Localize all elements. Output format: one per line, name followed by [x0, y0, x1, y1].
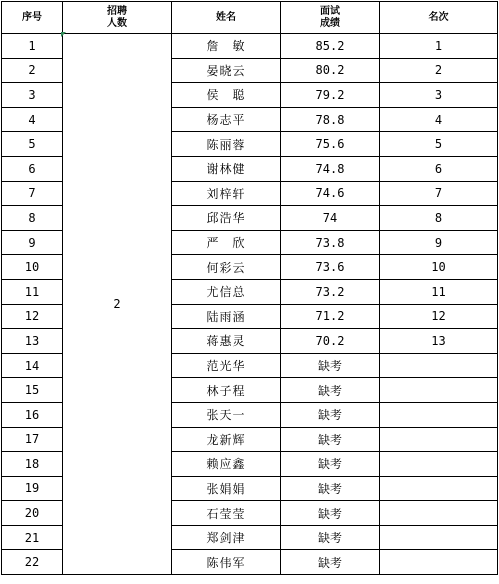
cell-seq: 19 [2, 476, 63, 501]
cell-rank: 4 [380, 107, 498, 132]
cell-score: 73.2 [281, 279, 380, 304]
cell-name: 蒋惠灵 [172, 329, 281, 354]
cell-rank: 1 [380, 34, 498, 59]
header-score-text: 面试 成绩 [320, 5, 340, 29]
cell-rank: 10 [380, 255, 498, 280]
cell-rank: 2 [380, 58, 498, 83]
cell-score: 缺考 [281, 525, 380, 550]
cell-name: 邱浩华 [172, 206, 281, 231]
cell-rank: 12 [380, 304, 498, 329]
cell-name: 林子程 [172, 378, 281, 403]
cell-rank [380, 550, 498, 575]
cell-seq: 22 [2, 550, 63, 575]
cell-score: 85.2 [281, 34, 380, 59]
header-name: 姓名 [172, 2, 281, 34]
cell-score: 缺考 [281, 452, 380, 477]
cell-name: 范光华 [172, 353, 281, 378]
cell-score: 80.2 [281, 58, 380, 83]
cell-seq: 3 [2, 83, 63, 108]
cell-score: 74 [281, 206, 380, 231]
header-seq: 序号 [2, 2, 63, 34]
cell-rank [380, 452, 498, 477]
cell-score: 71.2 [281, 304, 380, 329]
cell-seq: 15 [2, 378, 63, 403]
cell-name: 尤信总 [172, 279, 281, 304]
cell-rank: 13 [380, 329, 498, 354]
cell-seq: 6 [2, 156, 63, 181]
cell-rank: 7 [380, 181, 498, 206]
cell-seq: 10 [2, 255, 63, 280]
cell-name: 晏晓云 [172, 58, 281, 83]
cell-rank: 5 [380, 132, 498, 157]
header-rank: 名次 [380, 2, 498, 34]
cell-score: 79.2 [281, 83, 380, 108]
cell-seq: 9 [2, 230, 63, 255]
header-recruit [63, 2, 172, 34]
cell-rank [380, 476, 498, 501]
cell-seq: 18 [2, 452, 63, 477]
results-table [1, 1, 498, 575]
cell-name: 陈丽蓉 [172, 132, 281, 157]
cell-seq: 8 [2, 206, 63, 231]
cell-score: 73.8 [281, 230, 380, 255]
cell-score: 缺考 [281, 353, 380, 378]
cell-name: 侯 聪 [172, 83, 281, 108]
cell-name: 严 欣 [172, 230, 281, 255]
cell-score: 缺考 [281, 550, 380, 575]
cell-seq: 12 [2, 304, 63, 329]
cell-name: 陈伟军 [172, 550, 281, 575]
cell-score: 缺考 [281, 501, 380, 526]
cell-rank: 9 [380, 230, 498, 255]
cell-seq: 16 [2, 402, 63, 427]
header-score [281, 2, 380, 34]
cell-rank: 3 [380, 83, 498, 108]
cell-seq: 5 [2, 132, 63, 157]
cell-name: 郑剑津 [172, 525, 281, 550]
cell-name: 刘梓轩 [172, 181, 281, 206]
cell-seq: 7 [2, 181, 63, 206]
cell-score: 73.6 [281, 255, 380, 280]
cell-name: 詹 敏 [172, 34, 281, 59]
cell-rank [380, 501, 498, 526]
cell-name: 张娟娟 [172, 476, 281, 501]
cell-name: 陆雨涵 [172, 304, 281, 329]
cell-seq: 2 [2, 58, 63, 83]
cell-name: 谢林健 [172, 156, 281, 181]
cell-rank [380, 353, 498, 378]
cell-score: 缺考 [281, 476, 380, 501]
cell-score: 78.8 [281, 107, 380, 132]
cell-rank: 8 [380, 206, 498, 231]
cell-name: 杨志平 [172, 107, 281, 132]
cell-name: 何彩云 [172, 255, 281, 280]
cell-seq: 20 [2, 501, 63, 526]
cell-score: 缺考 [281, 378, 380, 403]
cell-rank [380, 427, 498, 452]
cell-comment-marker [61, 32, 66, 37]
cell-seq: 4 [2, 107, 63, 132]
cell-rank [380, 525, 498, 550]
cell-score: 75.6 [281, 132, 380, 157]
cell-score: 74.6 [281, 181, 380, 206]
cell-score: 缺考 [281, 402, 380, 427]
cell-seq: 11 [2, 279, 63, 304]
cell-seq: 14 [2, 353, 63, 378]
cell-rank [380, 402, 498, 427]
cell-recruit-count: 2 [63, 34, 172, 575]
cell-rank: 6 [380, 156, 498, 181]
cell-score: 70.2 [281, 329, 380, 354]
header-row [2, 2, 498, 34]
cell-name: 龙新辉 [172, 427, 281, 452]
cell-seq: 13 [2, 329, 63, 354]
cell-score: 缺考 [281, 427, 380, 452]
table-row [2, 34, 498, 59]
cell-score: 74.8 [281, 156, 380, 181]
cell-seq: 1 [2, 34, 63, 59]
cell-rank: 11 [380, 279, 498, 304]
cell-rank [380, 378, 498, 403]
header-recruit-text: 招聘 人数 [107, 5, 127, 29]
cell-name: 石莹莹 [172, 501, 281, 526]
cell-seq: 17 [2, 427, 63, 452]
cell-name: 张天一 [172, 402, 281, 427]
cell-seq: 21 [2, 525, 63, 550]
cell-name: 赖应鑫 [172, 452, 281, 477]
